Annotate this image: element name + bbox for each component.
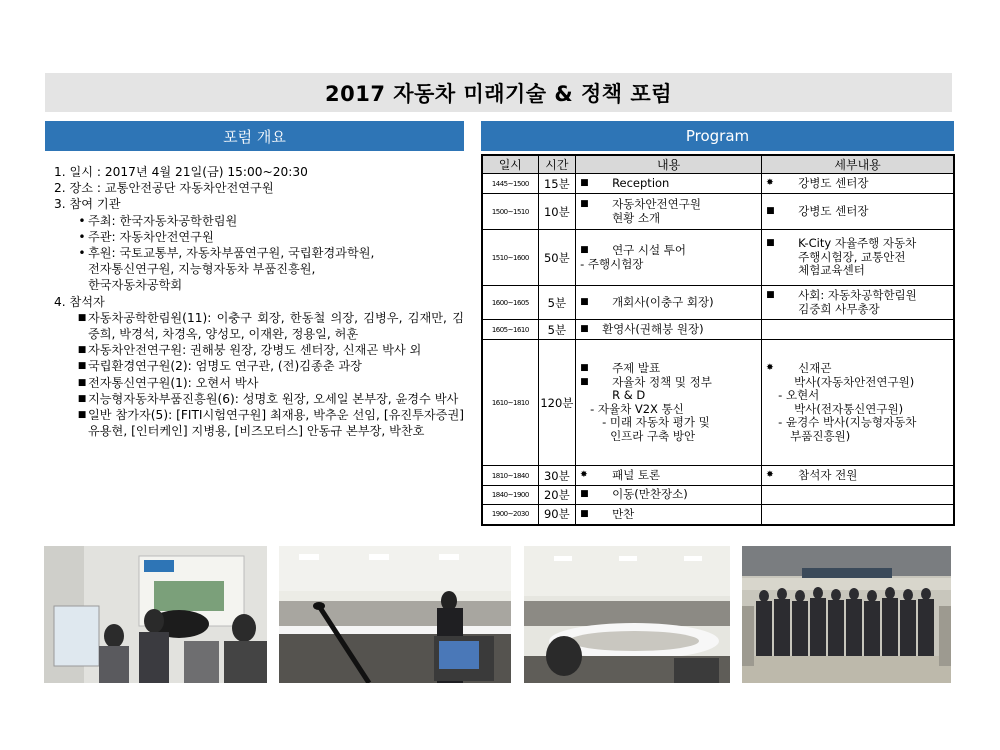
- row-content: ■ 만찬: [576, 505, 762, 525]
- attendee-group-env: ■ 국립환경연구원(2): 엄명도 연구관, (전)김종춘 과장: [77, 359, 362, 374]
- row-time: 1610~1810: [482, 340, 538, 466]
- program-table: [481, 154, 955, 526]
- table-row: [482, 194, 954, 230]
- photo-group-image: [742, 546, 951, 683]
- photo-presentation: [279, 546, 511, 683]
- row-duration: 30분: [538, 466, 575, 486]
- table-row: [482, 340, 954, 466]
- overview-org-organizer: • 주관: 자동차안전연구원: [78, 229, 214, 244]
- title-bar: [45, 73, 952, 112]
- photo-presentation-image: [279, 546, 511, 683]
- row-time: 1510~1600: [482, 230, 538, 286]
- attendee-group-academy: ■ 자동차공학한림원(11): 이충구 회장, 한동철 의장, 김병우, 김재만, 김중희, 박경석, 차경옥, 양성모, 이재완, 정용일, 허훈: [77, 310, 464, 342]
- row-detail: ✸ 신재곤 박사(자동차안전연구원) - 오현서 박사(전자통신연구원) - 윤경수 박사(지능형자동차 부품진흥원): [762, 340, 954, 466]
- row-content: ■ 연구 시설 투어 - 주행시험장: [576, 230, 762, 286]
- row-duration: 5분: [538, 320, 575, 340]
- row-time: 1840~1900: [482, 486, 538, 505]
- row-detail: [762, 505, 954, 525]
- table-row: [482, 320, 954, 340]
- row-content: ■ Reception: [576, 174, 762, 194]
- row-detail: ✸ 참석자 전원: [762, 466, 954, 486]
- photo-meeting-room: [524, 546, 730, 683]
- row-detail: ■ K-City 자율주행 자동차 주행시험장, 교통안전 체험교육센터: [762, 230, 954, 286]
- row-content: ■ 환영사(권해붕 원장): [576, 320, 762, 340]
- table-row: [482, 505, 954, 525]
- table-header-row: [482, 155, 954, 174]
- table-row: [482, 174, 954, 194]
- attendee-group-safety: ■ 자동차안전연구원: 권해붕 원장, 강병도 센터장, 신재곤 박사 외: [77, 343, 422, 358]
- overview-orgs-heading: 3. 참여 기관: [54, 197, 121, 212]
- photo-facility-tour: [44, 546, 267, 683]
- row-content: ■ 자동차안전연구원 현황 소개: [576, 194, 762, 230]
- photo-meeting-room-image: [524, 546, 730, 683]
- row-time: 1900~2030: [482, 505, 538, 525]
- overview-org-sponsor-2: 전자통신연구원, 지능형자동차 부품진흥원,: [88, 262, 316, 277]
- attendee-group-etri: ■ 전자통신연구원(1): 오현서 박사: [77, 375, 259, 390]
- table-row: [482, 486, 954, 505]
- overview-text: [54, 164, 464, 439]
- attendee-group-general: ■ 일반 참가자(5): [FITI시험연구원] 최재용, 박추운 선임, [유진투자증권] 유용현, [인터케인] 지병용, [비즈모터스] 안동규 본부장, 박찬호: [77, 408, 464, 439]
- overview-date: 1. 일시 : 2017년 4월 21일(금) 15:00~20:30: [54, 165, 308, 179]
- row-duration: 90분: [538, 505, 575, 525]
- overview-attendees-heading: 4. 참석자: [54, 294, 105, 309]
- row-detail: ■ 사회: 자동차공학한림원 김중희 사무총장: [762, 286, 954, 320]
- row-content: ■ 이동(만찬장소): [576, 486, 762, 505]
- row-duration: 20분: [538, 486, 575, 505]
- row-detail: ✸ 강병도 센터장: [762, 174, 954, 194]
- row-duration: 15분: [538, 174, 575, 194]
- row-content: ■ 개회사(이충구 회장): [576, 286, 762, 320]
- attendee-group-parts: ■ 지능형자동차부품진흥원(6): 성명호 원장, 오세일 본부장, 윤경수 박사: [77, 391, 459, 406]
- row-content: ■ 주제 발표 ■ 자율차 정책 및 정부 R & D - 자율차 V2X 통신 - 미래 자동차 평가 및 인프라 구축 방안: [576, 340, 762, 466]
- col-header-content: 내용: [576, 155, 762, 174]
- page-title: 2017 자동차 미래기술 & 정책 포럼: [325, 81, 672, 106]
- row-duration: 5분: [538, 286, 575, 320]
- table-row: [482, 286, 954, 320]
- row-detail: [762, 320, 954, 340]
- row-time: 1445~1500: [482, 174, 538, 194]
- row-detail: [762, 486, 954, 505]
- overview-org-sponsor: • 후원: 국토교통부, 자동차부품연구원, 국립환경과학원,: [78, 246, 375, 261]
- col-header-detail: 세부내용: [762, 155, 954, 174]
- overview-org-sponsor-3: 한국자동차공학회: [88, 278, 183, 293]
- row-duration: 120분: [538, 340, 575, 466]
- table-row: [482, 466, 954, 486]
- program-header: Program: [481, 121, 954, 151]
- row-time: 1500~1510: [482, 194, 538, 230]
- row-time: 1810~1840: [482, 466, 538, 486]
- row-detail: ■ 강병도 센터장: [762, 194, 954, 230]
- overview-org-host: • 주최: 한국자동차공학한림원: [78, 213, 238, 228]
- row-time: 1605~1610: [482, 320, 538, 340]
- photo-group: [742, 546, 951, 683]
- col-header-duration: 시간: [538, 155, 575, 174]
- overview-header: 포럼 개요: [45, 121, 464, 151]
- overview-place: 2. 장소 : 교통안전공단 자동차안전연구원: [54, 181, 274, 196]
- table-row: [482, 230, 954, 286]
- row-duration: 10분: [538, 194, 575, 230]
- row-duration: 50분: [538, 230, 575, 286]
- row-content: ✸ 패널 토론: [576, 466, 762, 486]
- col-header-date: 일시: [482, 155, 538, 174]
- row-time: 1600~1605: [482, 286, 538, 320]
- photo-facility-tour-image: [44, 546, 267, 683]
